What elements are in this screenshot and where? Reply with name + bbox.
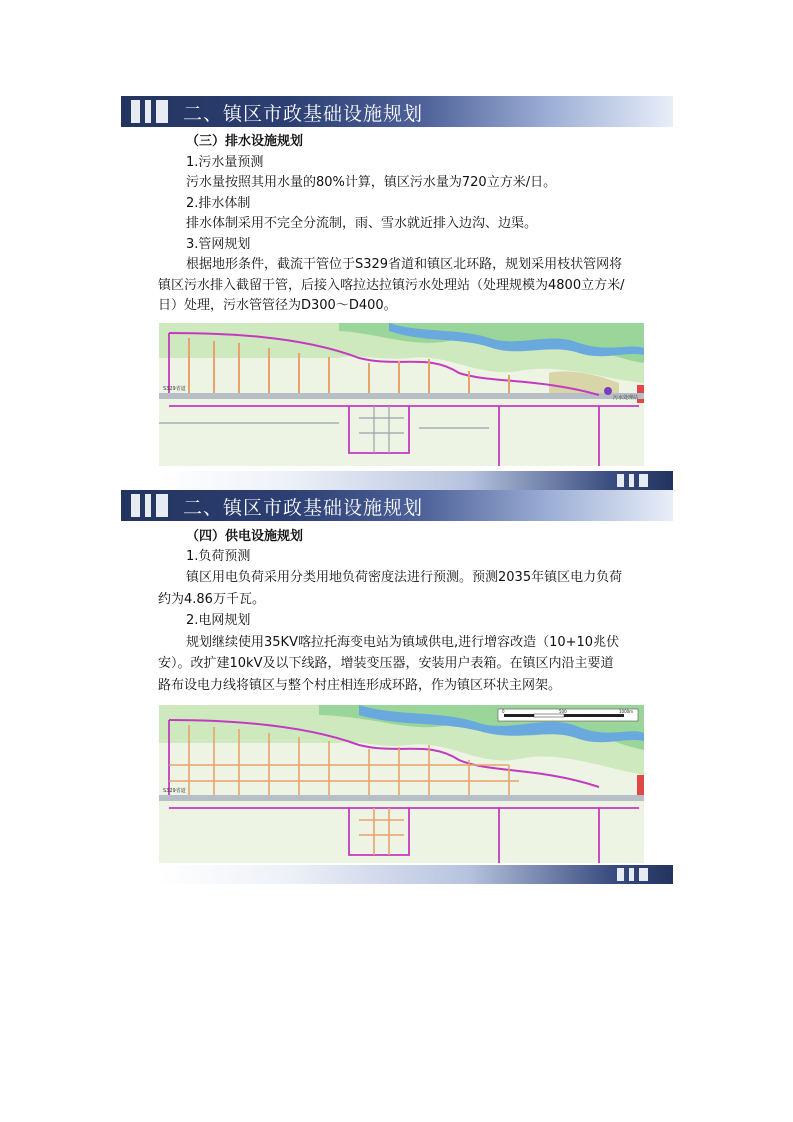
section-footer-bar bbox=[159, 865, 673, 884]
paragraph-line: 污水量按照其用水量的80%计算，镇区污水量为720立方米/日。 bbox=[186, 175, 557, 190]
road-label: S329省道 bbox=[163, 386, 186, 392]
paragraph-line: 日）处理，污水管管径为D300～D400。 bbox=[158, 298, 397, 313]
item-label: 1.污水量预测 bbox=[186, 155, 264, 170]
item-label: 3.管网规划 bbox=[186, 237, 251, 252]
paragraph-line: 安）。改扩建10kV及以下线路，增装变压器，安装用户表箱。在镇区内沿主要道 bbox=[158, 656, 614, 671]
banner-title: 二、镇区市政基础设施规划 bbox=[183, 103, 424, 125]
marker-label: 污水处理站 bbox=[613, 395, 639, 401]
section-banner bbox=[121, 490, 673, 521]
section-banner bbox=[121, 96, 673, 127]
paragraph-line: 路布设电力线将镇区与整个村庄相连形成环路，作为镇区环状主网架。 bbox=[158, 678, 562, 693]
scale-label: 500 bbox=[559, 709, 567, 714]
sewer-network-map bbox=[159, 323, 644, 466]
item-label: 2.电网规划 bbox=[186, 613, 251, 628]
item-label: 2.排水体制 bbox=[186, 196, 251, 211]
section-heading: （四）供电设施规划 bbox=[186, 529, 304, 544]
paragraph-line: 排水体制采用不完全分流制，雨、雪水就近排入边沟、边渠。 bbox=[186, 216, 538, 231]
banner-title: 二、镇区市政基础设施规划 bbox=[183, 497, 424, 519]
paragraph-line: 镇区用电负荷采用分类用地负荷密度法进行预测。预测2035年镇区电力负荷 bbox=[186, 570, 623, 585]
paragraph-line: 根据地形条件，截流干管位于S329省道和镇区北环路，规划采用枝状管网将 bbox=[186, 257, 623, 272]
banner-decoration bbox=[121, 490, 181, 521]
section-heading: （三）排水设施规划 bbox=[186, 134, 304, 149]
scale-label: 1000m bbox=[619, 709, 634, 714]
paragraph-line: 约为4.86万千瓦。 bbox=[158, 592, 265, 607]
paragraph-line: 镇区污水排入截留干管，后接入喀拉达拉镇污水处理站（处理规模为4800立方米/ bbox=[158, 278, 625, 293]
power-network-map bbox=[159, 705, 644, 863]
item-label: 1.负荷预测 bbox=[186, 549, 251, 564]
paragraph-line: 规划继续使用35KV喀拉托海变电站为镇域供电,进行增容改造（10+10兆伏 bbox=[186, 635, 620, 650]
banner-decoration bbox=[121, 96, 181, 127]
section-footer-bar bbox=[159, 471, 673, 490]
scale-label: 0 bbox=[502, 709, 505, 714]
road-label: S329省道 bbox=[163, 788, 186, 794]
